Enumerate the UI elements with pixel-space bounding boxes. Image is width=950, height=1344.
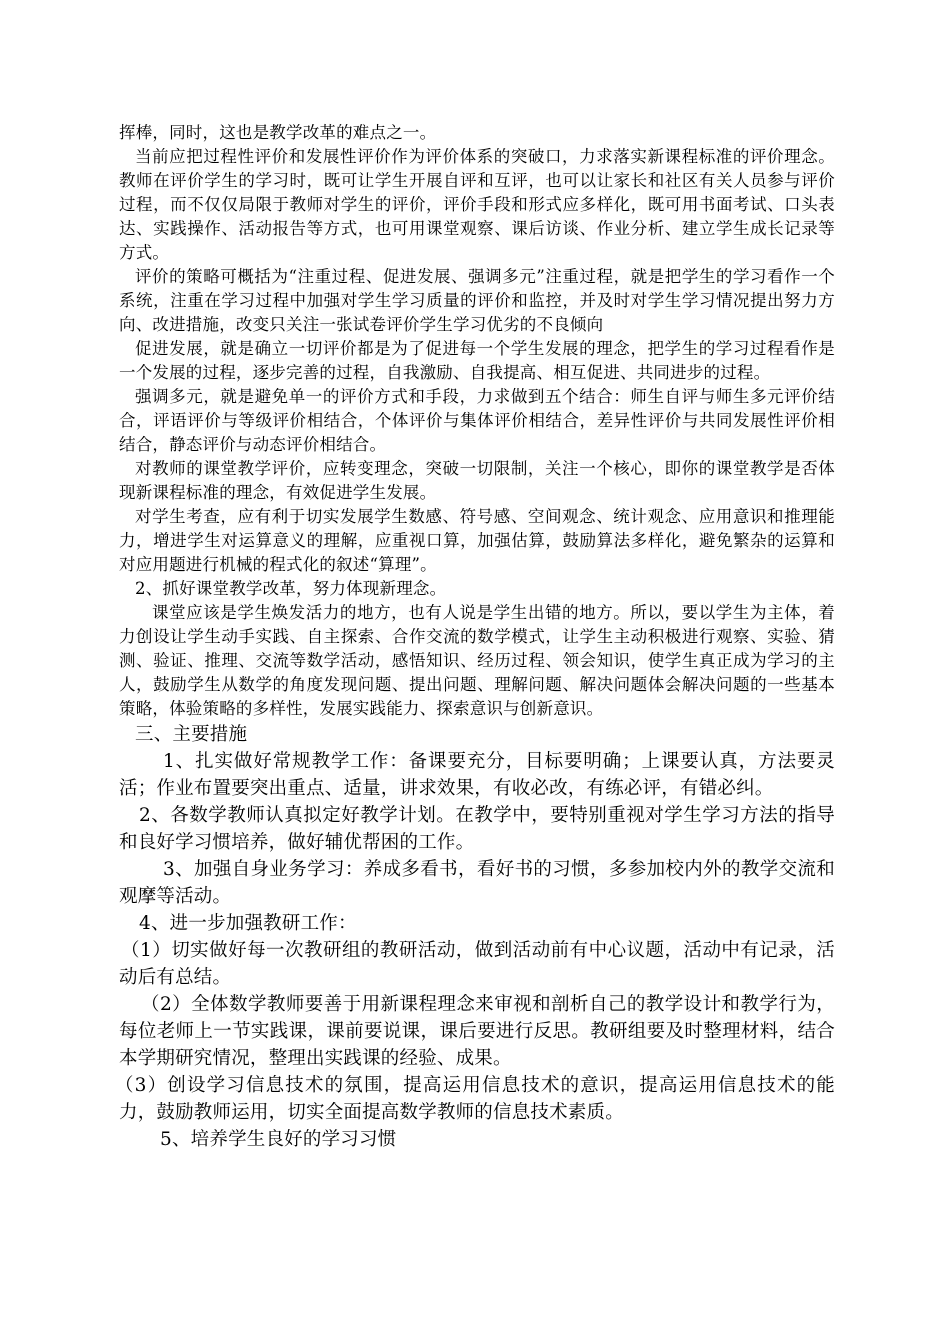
paragraph-emphasize-diversity: 强调多元，就是避免单一的评价方式和手段，力求做到五个结合：师生自评与师生多元评价结合，评语评价与等级评价相结合，个体评价与集体评价相结合，差异性评价与共同发展性评价相结合，静态评价与动态评价相结合。	[119, 387, 835, 454]
section-heading-main-measures: 三、主要措施	[135, 724, 248, 745]
paragraph-evaluation-breakthrough: 当前应把过程性评价和发展性评价作为评价体系的突破口，力求落实新课程标准的评价理念。教师在评价学生的学习时，既可让学生开展自评和互评，也可以让家长和社区有关人员参与评价过程，而不仅仅局限于教师对学生的评价，评价手段和形式应多样化，既可用书面考试、口头表达、实践操作、活动报告等方式，也可用课堂观察、课后访谈、作业分析、建立学生成长记录等方式。	[119, 147, 835, 262]
paragraph-measure-3: 3、加强自身业务学习：养成多看书，看好书的习惯，多参加校内外的教学交流和观摩等活动。	[119, 859, 835, 907]
paragraph-teacher-evaluation: 对教师的课堂教学评价，应转变理念，突破一切限制，关注一个核心，即你的课堂教学是否体现新课程标准的理念，有效促进学生发展。	[119, 459, 835, 502]
paragraph-classroom-reform-heading: 2、抓好课堂教学改革，努力体现新理念。	[135, 579, 447, 598]
paragraph-evaluation-strategy: 评价的策略可概括为“注重过程、促进发展、强调多元”注重过程，就是把学生的学习看作一个系统，注重在学习过程中加强对学生学习质量的评价和监控，并及时对学生学习情况提出努力方向、改进措施，改变只关注一张试卷评价学生学习优劣的不良倾向	[119, 267, 835, 334]
paragraph-measure-4-item-2: （2）全体数学教师要善于用新课程理念来审视和剖析自己的教学设计和教学行为，每位老师上一节实践课，课前要说课，课后要进行反思。教研组要及时整理材料，结合本学期研究情况，整理出实践课的经验、成果。	[119, 994, 835, 1069]
document-body	[115, 121, 835, 1153]
paragraph-promote-development: 促进发展，就是确立一切评价都是为了促进每一个学生发展的理念，把学生的学习过程看作是一个发展的过程，逐步完善的过程，自我激励、自我提高、相互促进、共同进步的过程。	[119, 339, 835, 382]
paragraph-measure-1: 1、扎实做好常规教学工作：备课要充分，目标要明确；上课要认真，方法要灵活；作业布置要突出重点、适量，讲求效果，有收必改，有练必评，有错必纠。	[119, 751, 835, 799]
paragraph-classroom-vitality: 课堂应该是学生焕发活力的地方，也有人说是学生出错的地方。所以，要以学生为主体，着力创设让学生动手实践、自主探索、合作交流的数学模式，让学生主动积极进行观察、实验、猜测、验证、推理、交流等数学活动，感悟知识、经历过程、领会知识，使学生真正成为学习的主人，鼓励学生从数学的角度发现问题、提出问题、理解问题、解决问题体会解决问题的一些基本策略，体验策略的多样性，发展实践能力、探索意识与创新意识。	[119, 603, 835, 718]
paragraph-measure-4: 4、进一步加强教研工作：	[139, 913, 357, 934]
paragraph-measure-4-item-1: （1）切实做好每一次教研组的教研活动，做到活动前有中心议题，活动中有记录，活动后有总结。	[119, 940, 835, 988]
paragraph-intro: 挥棒，同时，这也是教学改革的难点之一。	[119, 123, 437, 142]
paragraph-measure-2: 2、各数学教师认真拟定好教学计划。在教学中，要特别重视对学生学习方法的指导和良好学习惯培养，做好辅优帮困的工作。	[119, 805, 835, 853]
paragraph-student-assessment: 对学生考查，应有利于切实发展学生数感、符号感、空间观念、统计观念、应用意识和推理能力，增进学生对运算意义的理解，应重视口算，加强估算，鼓励算法多样化，避免繁杂的运算和对应用题进行机械的程式化的叙述“算理”。	[119, 507, 835, 574]
paragraph-measure-4-item-3: （3）创设学习信息技术的氛围，提高运用信息技术的意识，提高运用信息技术的能力，鼓励教师运用，切实全面提高数学教师的信息技术素质。	[115, 1075, 835, 1123]
paragraph-measure-5: 5、培养学生良好的学习习惯	[160, 1129, 397, 1150]
